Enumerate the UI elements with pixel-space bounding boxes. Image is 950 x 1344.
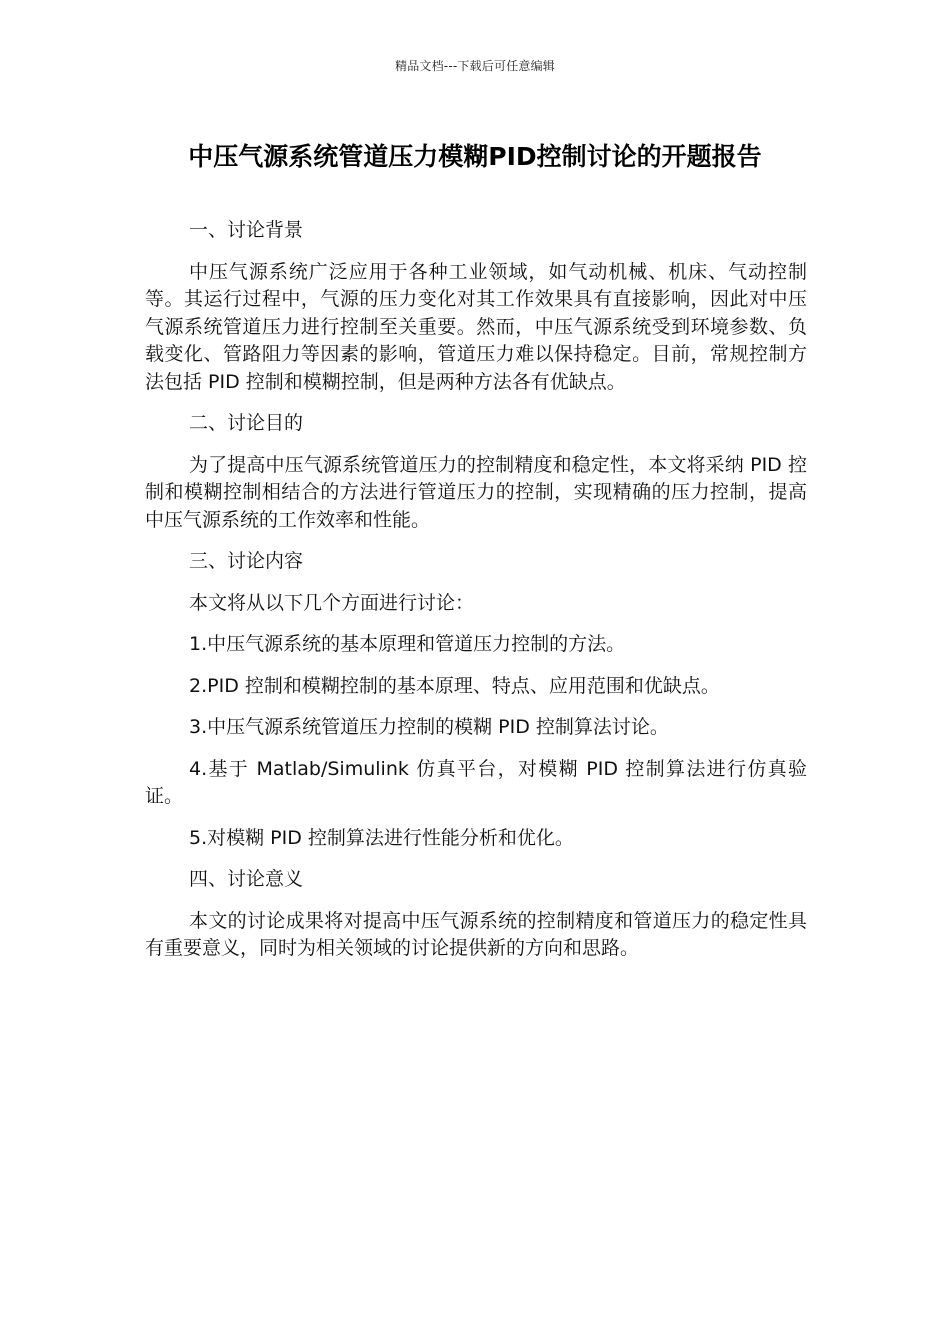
list-item-3: 3.中压气源系统管道压力控制的模糊 PID 控制算法讨论。 bbox=[189, 716, 669, 738]
list-item-1: 1.中压气源系统的基本原理和管道压力控制的方法。 bbox=[189, 633, 626, 655]
document-title: 中压气源系统管道压力模糊PID控制讨论的开题报告 bbox=[188, 142, 762, 171]
header-note: 精品文档---下载后可任意编辑 bbox=[395, 59, 555, 73]
paragraph-purpose: 为了提高中压气源系统管道压力的控制精度和稳定性，本文将采纳 PID 控制和模糊控制相结合的方法进行管道压力的控制，实现精确的压力控制，提高中压气源系统的工作效率和性能。 bbox=[145, 453, 807, 531]
section-heading-purpose: 二、讨论目的 bbox=[189, 412, 304, 434]
paragraph-significance: 本文的讨论成果将对提高中压气源系统的控制精度和管道压力的稳定性具有重要意义，同时为相关领域的讨论提供新的方向和思路。 bbox=[145, 909, 807, 959]
list-item-2: 2.PID 控制和模糊控制的基本原理、特点、应用范围和优缺点。 bbox=[189, 674, 720, 697]
document-body bbox=[145, 217, 807, 977]
section-heading-content: 三、讨论内容 bbox=[189, 550, 304, 572]
section-heading-background: 一、讨论背景 bbox=[189, 219, 304, 241]
paragraph-content-intro: 本文将从以下几个方面进行讨论： bbox=[189, 591, 475, 614]
list-item-5: 5.对模糊 PID 控制算法进行性能分析和优化。 bbox=[189, 826, 574, 849]
section-heading-significance: 四、讨论意义 bbox=[189, 868, 304, 890]
paragraph-background: 中压气源系统广泛应用于各种工业领域，如气动机械、机床、气动控制等。其运行过程中，气源的压力变化对其工作效果具有直接影响，因此对中压气源系统管道压力进行控制至关重要。然而，中压气源系统受到环境参数、负载变化、管路阻力等因素的影响，管道压力难以保持稳定。目前，常规控制方法包括 PID 控制和模糊控制，但是两种方法各有优缺点。 bbox=[145, 260, 807, 393]
list-item-4: 4.基于 Matlab/Simulink 仿真平台，对模糊 PID 控制算法进行仿真验证。 bbox=[145, 757, 807, 807]
